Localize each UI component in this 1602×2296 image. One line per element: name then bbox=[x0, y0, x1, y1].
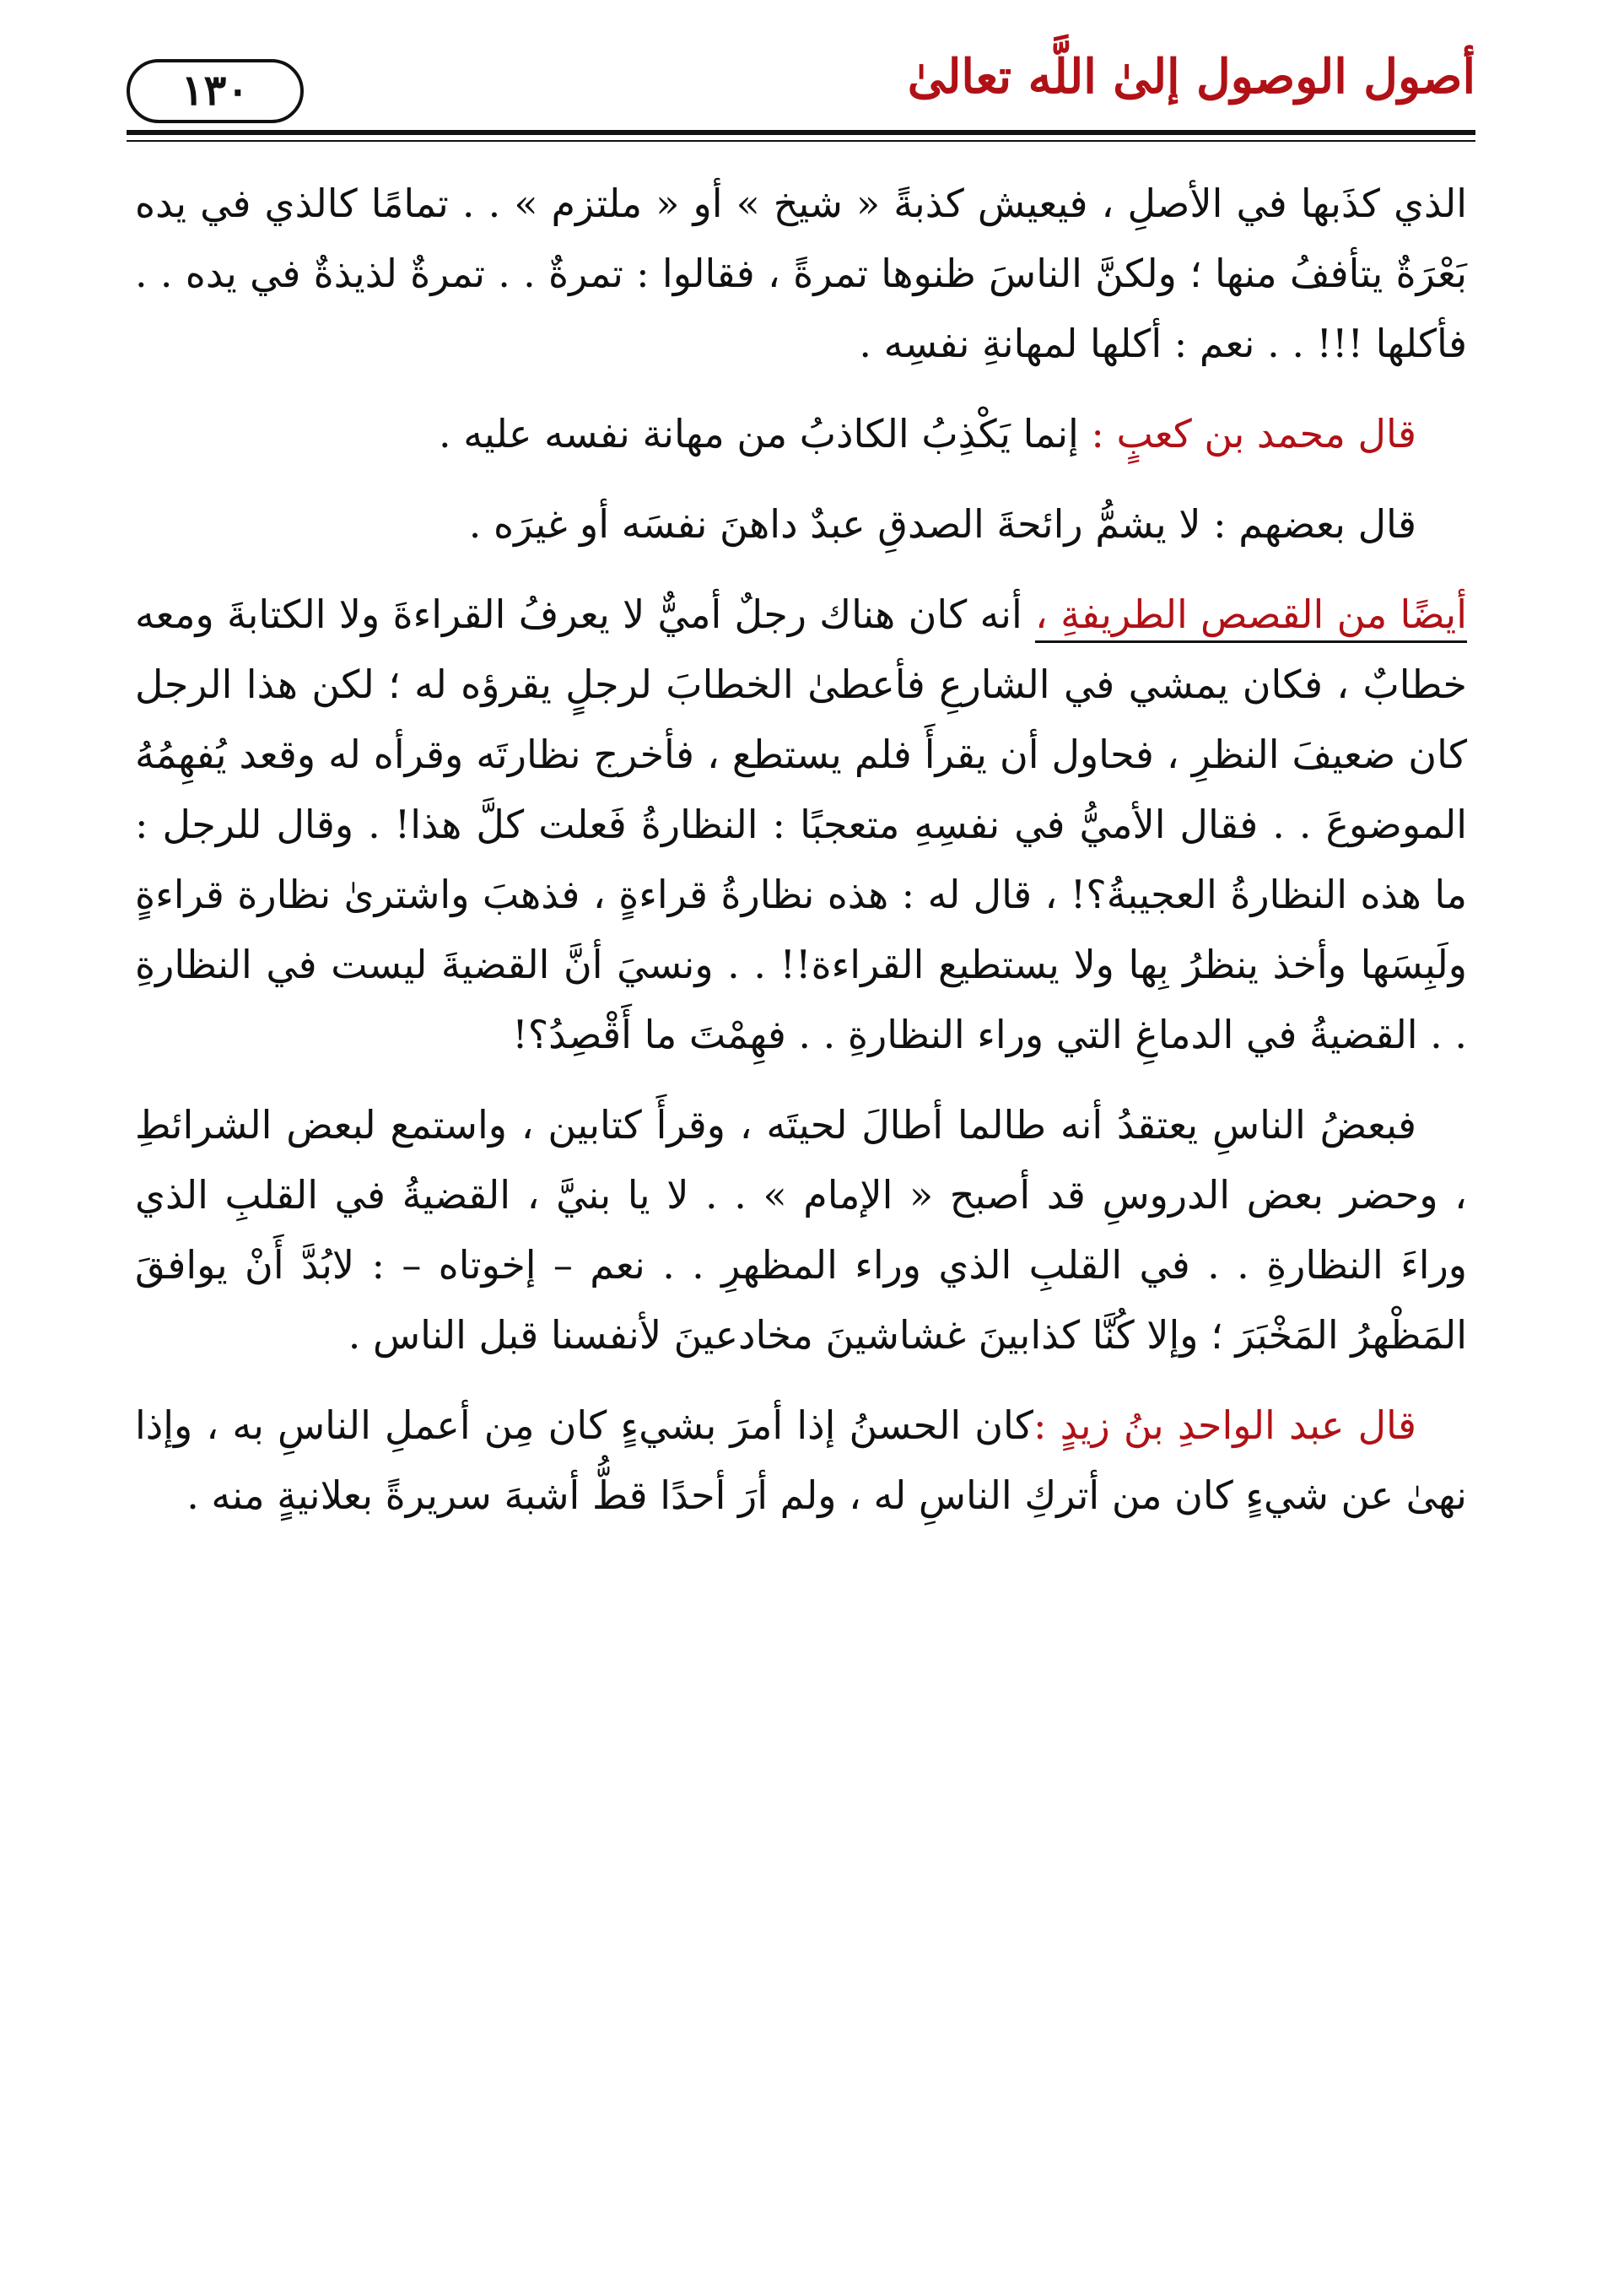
paragraph bbox=[135, 1090, 1467, 1370]
running-title: أصول الوصول إلىٰ اللَّه تعالىٰ bbox=[907, 49, 1475, 105]
page-header bbox=[127, 42, 1475, 152]
paragraph-text: فبعضُ الناسِ يعتقدُ أنه طالما أطالَ لحيتَه ، وقرأَ كتابين ، واستمع لبعض الشرائطِ ، وحضر بعض الدروسِ قد أصبح « الإمام » . . لا يا بنيَّ ، القضيةُ في القلبِ الذي وراءَ النظارةِ . . في القلبِ الذي وراء المظهرِ . . نعم – إخوتاه – : لابُدَّ أَنْ يوافقَ المَظْهرُ المَخْبَرَ ؛ وإلا كُنَّا كذابينَ غشاشينَ مخادعينَ لأنفسنا قبل الناس . bbox=[135, 1102, 1467, 1358]
paragraph bbox=[135, 169, 1467, 379]
paragraph-text: الذي كذَبها في الأصلِ ، فيعيش كذبةً « شيخ » أو « ملتزم » . . تمامًا كالذي في يده بَعْرَةٌ يتأففُ منها ؛ ولكنَّ الناسَ ظنوها تمرةً ، فقالوا : تمرةٌ . . تمرةٌ لذيذةٌ في يده . . فأكلها !!! . . نعم : أكلها لمهانةِ نفسِه . bbox=[135, 181, 1468, 366]
speaker-label: أيضًا من القصص الطريفةِ ، bbox=[1035, 592, 1467, 643]
paragraph bbox=[135, 1391, 1467, 1531]
speaker-label: قال محمد بن كعبٍ : bbox=[1091, 411, 1416, 456]
speaker-label: قال عبد الواحدِ بنُ زيدٍ : bbox=[1033, 1402, 1416, 1448]
paragraph-text: قال بعضهم : لا يشمُّ رائحةَ الصدقِ عبدٌ داهنَ نفسَه أو غيرَه . bbox=[468, 501, 1416, 547]
header-rule-thick bbox=[127, 130, 1475, 135]
paragraph-text: كان الحسنُ إذا أمرَ بشيءٍ كان مِن أعملِ الناسِ به ، وإذا نهىٰ عن شيءٍ كان من أتركِ الناسِ له ، ولم أرَ أحدًا قطُّ أشبهَ سريرةً بعلانيةٍ منه . bbox=[135, 1402, 1467, 1518]
header-rule-thin bbox=[127, 140, 1475, 142]
paragraph bbox=[135, 580, 1467, 1070]
paragraph bbox=[135, 489, 1467, 559]
page-number: ١٣٠ bbox=[127, 59, 304, 123]
page-body bbox=[135, 169, 1467, 1551]
paragraph bbox=[135, 399, 1467, 469]
paragraph-text: إنما يَكْذِبُ الكاذبُ من مهانة نفسه عليه . bbox=[439, 411, 1092, 456]
paragraph-text: أنه كان هناك رجلٌ أميٌّ لا يعرفُ القراءةَ ولا الكتابةَ ومعه خطابٌ ، فكان يمشي في الشارعِ فأعطىٰ الخطابَ لرجلٍ يقرؤه له ؛ لكن هذا الرجل كان ضعيفَ النظرِ ، فحاول أن يقرأَ فلم يستطع ، فأخرج نظارتَه وقرأه له وقعد يُفهِمُهُ الموضوعَ . . فقال الأميُّ في نفسِهِ متعجبًا : النظارةُ فَعلت كلَّ هذا! . وقال للرجل : ما هذه النظارةُ العجيبةُ؟! ، قال له : هذه نظارةُ قراءةٍ ، فذهبَ واشترىٰ نظارة قراءةٍ ولَبِسَها وأخذ ينظرُ بِها ولا يستطيع القراءة!! . . ونسيَ أنَّ القضيةَ ليست في النظارةِ . . القضيةُ في الدماغِ التي وراء النظارةِ . . فهِمْتَ ما أَقْصِدُ؟! bbox=[135, 592, 1467, 1057]
